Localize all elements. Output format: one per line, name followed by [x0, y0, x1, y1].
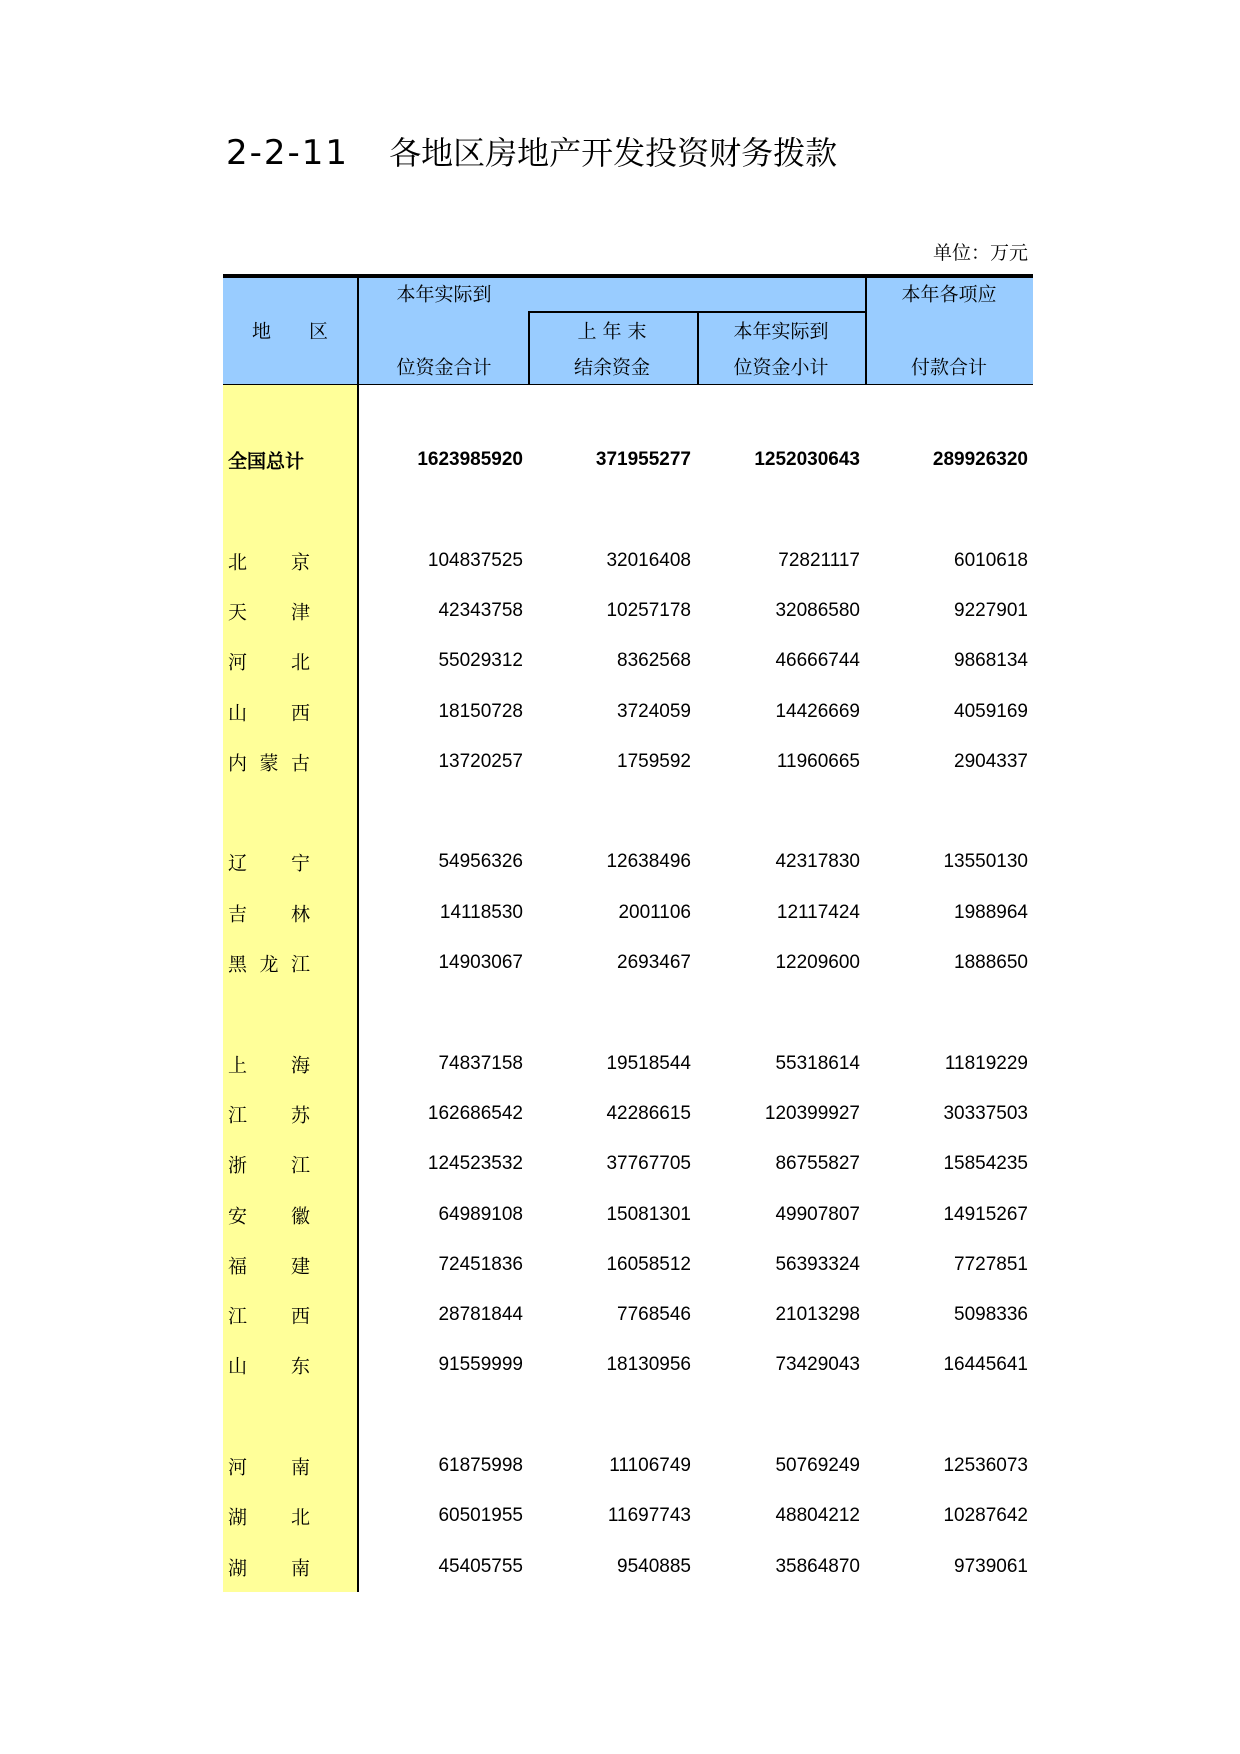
cell-col3: 12117424: [776, 901, 860, 923]
page-title: [226, 128, 837, 174]
cell-col3: 120399927: [764, 1102, 860, 1124]
cell-col3: 32086580: [775, 599, 860, 621]
cell-col1: 14118530: [439, 901, 523, 923]
header-subdivider: [528, 311, 866, 313]
cell-col4: 5098336: [954, 1304, 1028, 1326]
header-col3-top: 本年实际到: [733, 320, 829, 343]
cell-col3: 48804212: [775, 1505, 860, 1527]
cell-col2: 32016408: [606, 549, 691, 571]
cell-col3: 56393324: [775, 1253, 860, 1275]
header-region: 地 区: [251, 320, 329, 343]
cell-col2: 10257178: [606, 599, 691, 621]
cell-col3: 46666744: [775, 650, 860, 672]
region-name: 吉林: [228, 903, 310, 926]
region-name: 河北: [228, 651, 310, 674]
cell-col1: 60501955: [438, 1505, 523, 1527]
region-name: 河南: [228, 1456, 310, 1479]
cell-col3: 55318614: [775, 1052, 860, 1074]
region-name: 辽宁: [228, 852, 310, 875]
cell-col4: 289926320: [932, 449, 1028, 470]
header-col2-bottom: 结余资金: [573, 356, 651, 379]
cell-col2: 42286615: [606, 1102, 691, 1124]
header-divider: [697, 312, 699, 385]
cell-col4: 9868134: [954, 650, 1028, 672]
cell-col2: 12638496: [606, 851, 691, 873]
region-name: 北京: [228, 551, 310, 574]
cell-col4: 4059169: [954, 700, 1028, 722]
cell-col1: 55029312: [438, 650, 523, 672]
table-number: 2-2-11: [226, 133, 350, 173]
header-divider: [357, 278, 359, 385]
cell-col4: 14915267: [943, 1203, 1028, 1225]
cell-col2: 3724059: [617, 700, 691, 722]
cell-col4: 30337503: [943, 1102, 1028, 1124]
cell-col4: 6010618: [954, 549, 1028, 571]
header-col1-top: 本年实际到: [396, 283, 492, 306]
cell-col2: 16058512: [606, 1253, 691, 1275]
cell-col1: 1623985920: [417, 449, 523, 470]
cell-col3: 42317830: [775, 851, 860, 873]
cell-col2: 11106749: [609, 1455, 691, 1476]
cell-col2: 1759592: [617, 750, 691, 772]
cell-col3: 14426669: [775, 700, 860, 722]
cell-col3: 11960665: [776, 750, 860, 772]
cell-col2: 7768546: [617, 1304, 691, 1326]
cell-col2: 371955277: [595, 449, 691, 470]
cell-col2: 37767705: [606, 1153, 691, 1175]
cell-col3: 72821117: [778, 549, 860, 571]
cell-col3: 12209600: [775, 952, 860, 973]
header-divider: [865, 278, 867, 385]
total-label: 全国总计: [228, 450, 305, 473]
cell-col3: 86755827: [775, 1153, 860, 1175]
table-title: 各地区房地产开发投资财务拨款: [389, 134, 838, 172]
cell-col1: 91559999: [438, 1354, 523, 1376]
header-col2-top: 上 年 末: [577, 320, 647, 343]
region-name: 浙江: [228, 1154, 310, 1177]
region-name: 天津: [228, 601, 310, 624]
cell-col4: 7727851: [954, 1253, 1028, 1275]
region-name: 福建: [228, 1255, 310, 1278]
cell-col1: 64989108: [438, 1203, 523, 1225]
cell-col4: 12536073: [943, 1455, 1028, 1476]
cell-col2: 15081301: [606, 1203, 691, 1225]
header-col1-bottom: 位资金合计: [396, 356, 492, 379]
region-name: 安徽: [228, 1205, 310, 1227]
region-name: 内蒙古: [228, 752, 310, 775]
region-name: 黑龙江: [228, 953, 310, 976]
cell-col3: 21013298: [775, 1304, 860, 1326]
cell-col4: 11819229: [944, 1052, 1028, 1074]
cell-col1: 13720257: [438, 750, 523, 772]
cell-col1: 45405755: [438, 1555, 523, 1577]
cell-col4: 15854235: [943, 1153, 1028, 1175]
region-name: 湖北: [228, 1506, 310, 1529]
cell-col2: 8362568: [617, 650, 691, 672]
cell-col4: 10287642: [943, 1505, 1028, 1527]
region-name: 江西: [228, 1305, 310, 1328]
region-name: 江苏: [228, 1104, 310, 1127]
cell-col2: 2693467: [617, 952, 691, 973]
cell-col3: 35864870: [775, 1555, 860, 1577]
cell-col2: 9540885: [617, 1555, 691, 1577]
cell-col4: 9227901: [954, 599, 1028, 621]
cell-col1: 42343758: [438, 599, 523, 621]
cell-col2: 18130956: [606, 1354, 691, 1376]
cell-col3: 50769249: [775, 1455, 860, 1476]
cell-col1: 124523532: [427, 1153, 523, 1175]
cell-col1: 104837525: [427, 549, 523, 571]
unit-label: 单位：万元: [932, 242, 1028, 264]
cell-col1: 54956326: [438, 851, 523, 873]
cell-col1: 18150728: [438, 700, 523, 722]
cell-col4: 2904337: [954, 750, 1028, 772]
cell-col3: 49907807: [775, 1203, 860, 1225]
region-name: 山西: [228, 702, 310, 724]
region-name: 山东: [228, 1355, 310, 1378]
cell-col3: 73429043: [775, 1354, 860, 1376]
cell-col1: 74837158: [438, 1052, 523, 1074]
cell-col1: 28781844: [438, 1304, 523, 1326]
cell-col2: 19518544: [606, 1052, 691, 1074]
region-name: 上海: [228, 1054, 310, 1077]
cell-col1: 72451836: [438, 1253, 523, 1275]
header-col4-top: 本年各项应: [901, 283, 997, 306]
cell-col1: 61875998: [438, 1455, 523, 1476]
header-col3-bottom: 位资金小计: [733, 356, 829, 379]
region-name: 湖南: [228, 1557, 310, 1580]
header-col4-bottom: 付款合计: [910, 356, 988, 379]
cell-col2: 2001106: [618, 901, 691, 923]
cell-col4: 1988964: [954, 901, 1028, 923]
cell-col1: 162686542: [427, 1102, 523, 1124]
cell-col4: 9739061: [954, 1555, 1028, 1577]
cell-col4: 1888650: [954, 952, 1028, 973]
cell-col1: 14903067: [438, 952, 523, 973]
cell-col4: 13550130: [943, 851, 1028, 873]
cell-col4: 16445641: [943, 1354, 1028, 1376]
cell-col2: 11697743: [607, 1505, 691, 1527]
header-divider: [528, 312, 530, 385]
cell-col3: 1252030643: [754, 449, 860, 470]
